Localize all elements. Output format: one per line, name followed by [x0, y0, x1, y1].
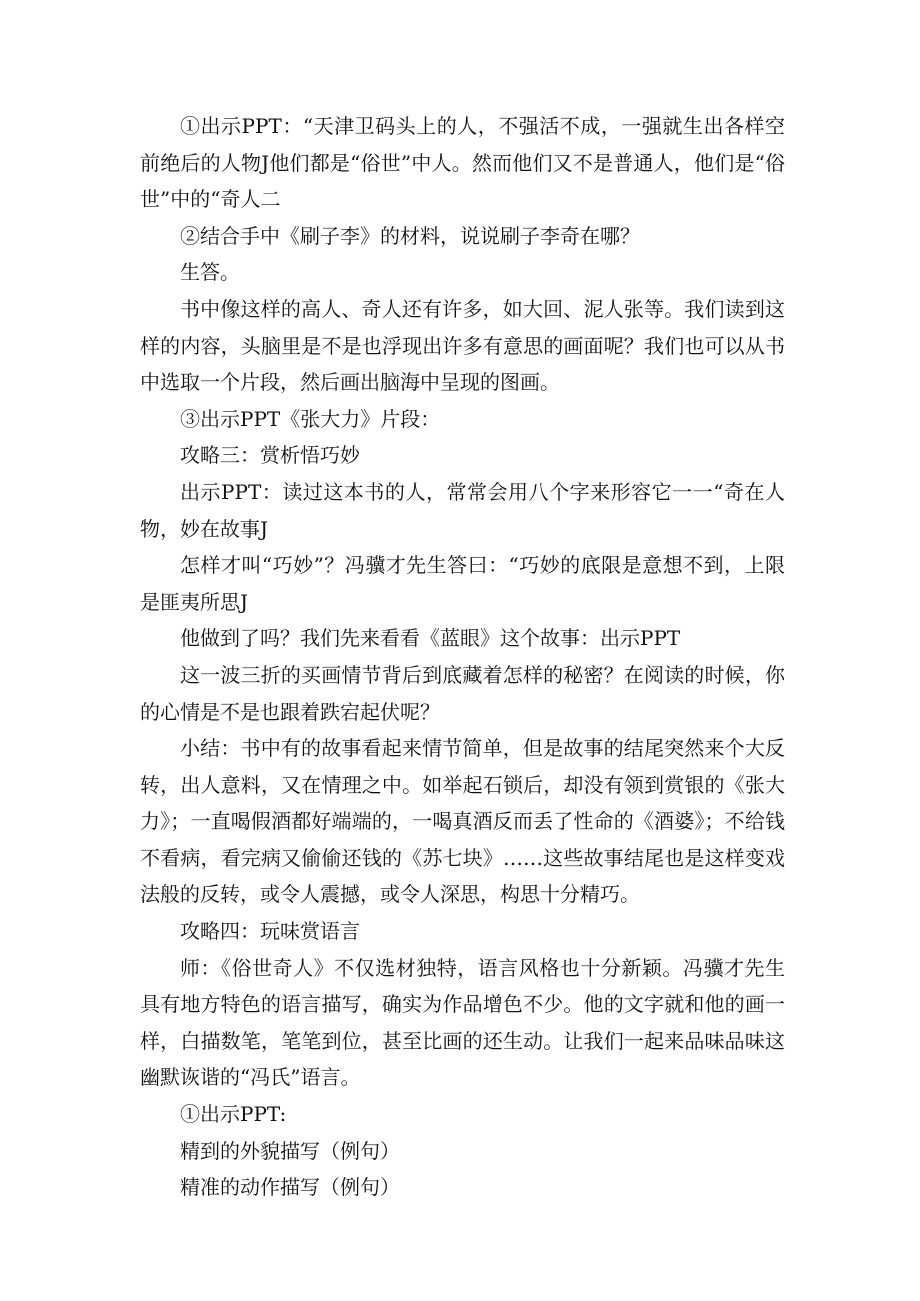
- paragraph-eight-characters: 出示PPT：读过这本书的人，常常会用八个字来形容它一一“奇在人物，妙在故事J: [140, 479, 785, 541]
- paragraph-show-ppt-examples: ①出示PPT:: [180, 1102, 287, 1127]
- paragraph-more-characters: 书中像这样的高人、奇人还有许多，如大回、泥人张等。我们读到这样的内容，头脑里是不是也浮现出许多有意思的画面呢？我们也可以从书中选取一个片段，然后画出脑海中呈现的图画。: [140, 296, 785, 395]
- paragraph-show-ppt-zhangdali: ③出示PPT《张大力》片段：: [180, 406, 441, 431]
- paragraph-what-is-clever: 怎样才叫“巧妙”？冯骥才先生答曰：“巧妙的底限是意想不到，上限是匪夷所思J: [140, 553, 785, 614]
- paragraph-plot-secret: 这一波三折的买画情节背后到底藏着怎样的秘密？在阅读的时候，你的心情是不是也跟着跌宕起伏呢？: [140, 662, 785, 724]
- paragraph-student-answer: 生答。: [180, 260, 240, 285]
- heading-strategy-three: 攻略三：赏析悟巧妙: [180, 443, 360, 468]
- paragraph-summary: 小结：书中有的故事看起来情节简单，但是故事的结尾突然来个大反转，出人意料，又在情理之中。如举起石锁后，却没有领到赏银的《张大力》；一直喝假酒都好端端的，一喝真酒反而丢了性命的《酒婆》；不给钱不看病，看完病又偷偷还钱的《苏七块》……这些故事结尾也是这样变戏法般的反转，或令人震撼，或令人深思，构思十分精巧。: [140, 736, 785, 907]
- paragraph-action-example: 精准的动作描写（例句）: [180, 1175, 400, 1200]
- paragraph-blue-eye: 他做到了吗？我们先来看看《蓝眼》这个故事：出示PPT: [180, 626, 681, 651]
- paragraph-appearance-example: 精到的外貌描写（例句）: [180, 1138, 400, 1163]
- document-page: [140, 108, 785, 1206]
- paragraph-show-ppt-tianjin: ①出示PPT：“天津卫码头上的人，不强活不成，一强就生出各样空前绝后的人物J他们都是“俗世”中人。然而他们又不是普通人，他们是“俗世”中的“奇人二: [140, 114, 785, 212]
- heading-strategy-four: 攻略四：玩味赏语言: [180, 919, 360, 944]
- paragraph-shuazili-question: ②结合手中《刷子李》的材料，说说刷子李奇在哪？: [180, 223, 640, 248]
- paragraph-teacher-language: 师：《俗世奇人》不仅选材独特，语言风格也十分新颖。冯骥才先生具有地方特色的语言描写，确实为作品增色不少。他的文字就和他的画一样，白描数笔，笔笔到位，甚至比画的还生动。让我们一起来品味品味这幽默诙谐的“冯氏”语言。: [140, 955, 785, 1090]
